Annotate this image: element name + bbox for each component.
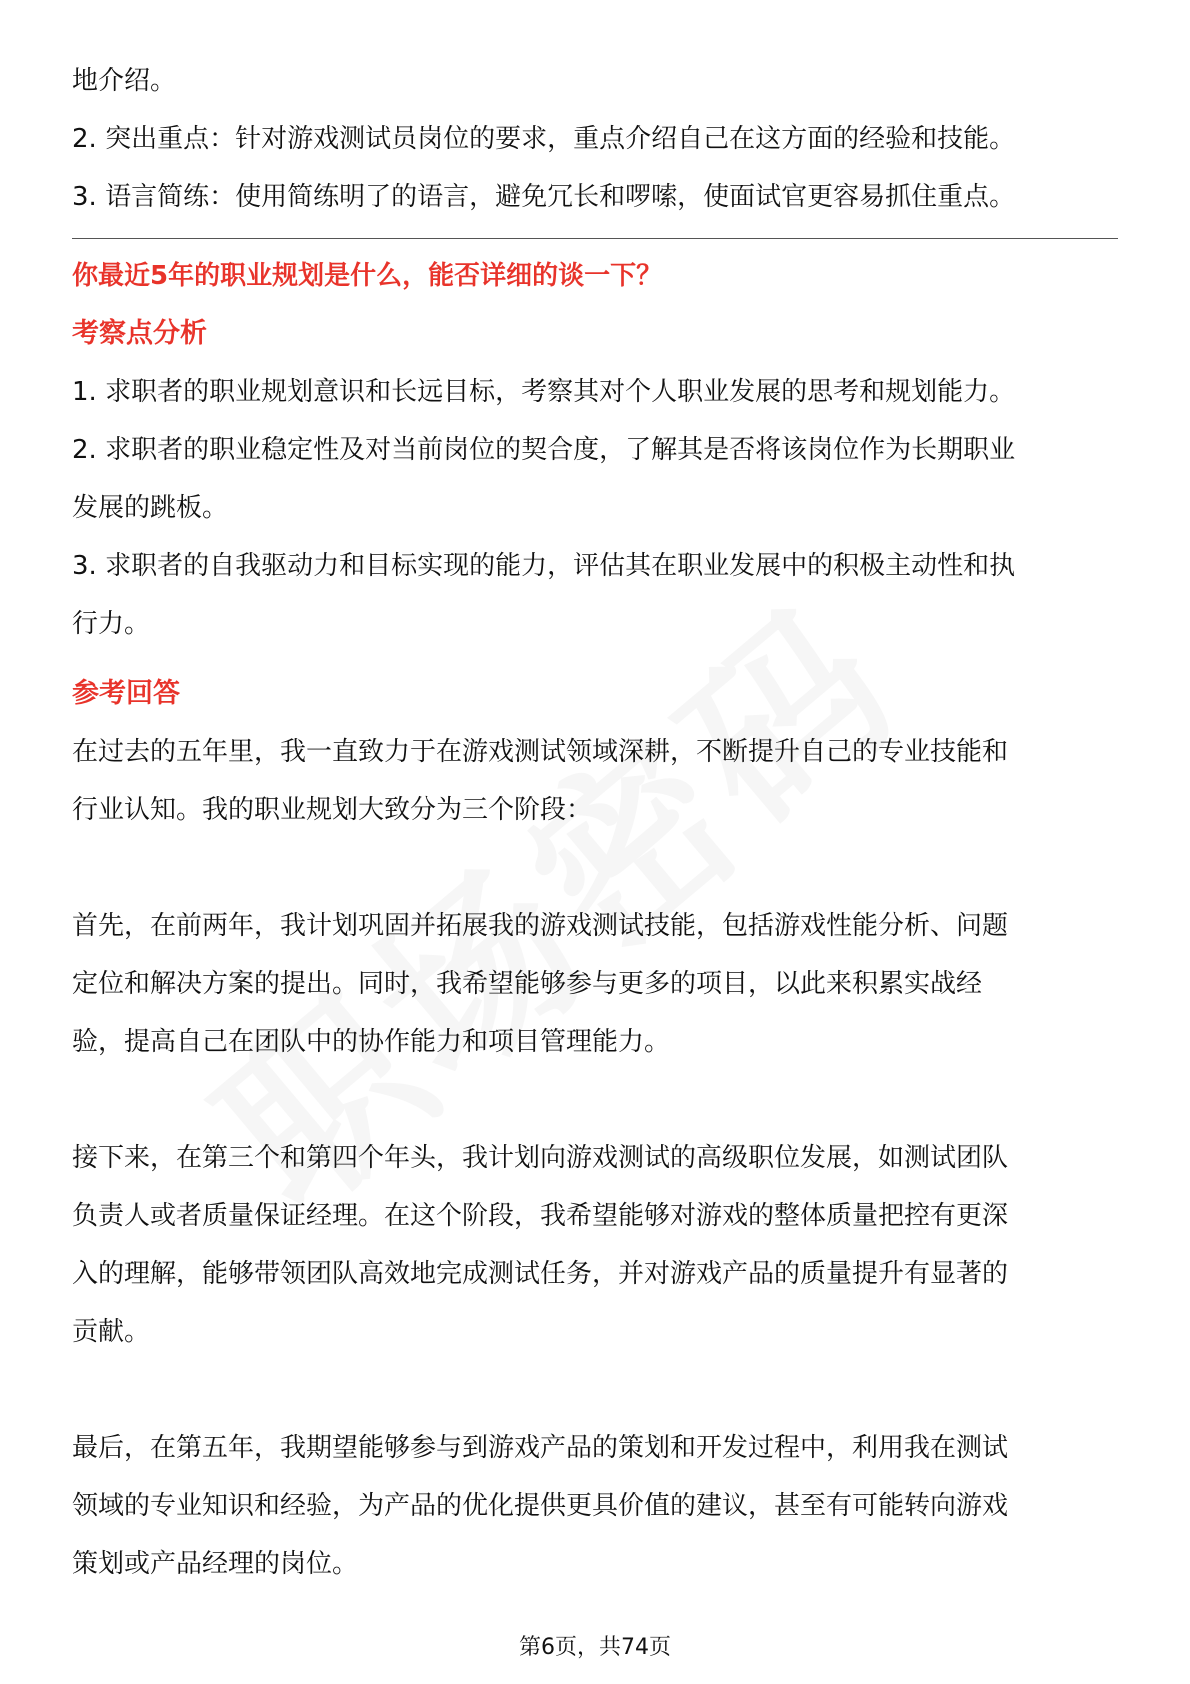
- answer-line: 贡献。: [72, 1317, 151, 1347]
- divider: [72, 238, 1118, 239]
- answer-line: 验，提高自己在团队中的协作能力和项目管理能力。: [72, 1027, 671, 1057]
- analysis-heading: 考察点分析: [72, 318, 207, 349]
- answer-line: 负责人或者质量保证经理。在这个阶段，我希望能够对游戏的整体质量把控有更深: [72, 1201, 1009, 1231]
- answer-line: 领域的专业知识和经验，为产品的优化提供更具价值的建议，甚至有可能转向游戏: [72, 1491, 1009, 1521]
- spacer: [72, 653, 1118, 665]
- answer-line: 入的理解，能够带领团队高效地完成测试任务，并对游戏产品的质量提升有显著的: [72, 1259, 1009, 1289]
- spacer: [72, 1071, 1118, 1129]
- answer-line: 在过去的五年里，我一直致力于在游戏测试领域深耕，不断提升自己的专业技能和: [72, 737, 1009, 767]
- answer-line: 首先，在前两年，我计划巩固并拓展我的游戏测试技能，包括游戏性能分析、问题: [72, 911, 1009, 941]
- answer-line: 行业认知。我的职业规划大致分为三个阶段：: [72, 795, 593, 825]
- page-footer: 第6页，共74页: [519, 1635, 671, 1660]
- answer-line: 定位和解决方案的提出。同时，我希望能够参与更多的项目，以此来积累实战经: [72, 969, 983, 999]
- analysis-line: 行力。: [72, 609, 151, 639]
- answer-line: 策划或产品经理的岗位。: [72, 1549, 359, 1579]
- answer-line: 最后，在第五年，我期望能够参与到游戏产品的策划和开发过程中，利用我在测试: [72, 1433, 1009, 1463]
- analysis-line: 发展的跳板。: [72, 493, 229, 523]
- analysis-line: 1. 求职者的职业规划意识和长远目标，考察其对个人职业发展的思考和规划能力。: [72, 377, 1016, 407]
- analysis-line: 2. 求职者的职业稳定性及对当前岗位的契合度，了解其是否将该岗位作为长期职业: [72, 435, 1016, 465]
- spacer: [72, 1361, 1118, 1419]
- text-line: 2. 突出重点：针对游戏测试员岗位的要求，重点介绍自己在这方面的经验和技能。: [72, 124, 1016, 154]
- document-page: [72, 52, 1118, 1593]
- analysis-line: 3. 求职者的自我驱动力和目标实现的能力，评估其在职业发展中的积极主动性和执: [72, 551, 1016, 581]
- answer-line: 接下来，在第三个和第四个年头，我计划向游戏测试的高级职位发展，如测试团队: [72, 1143, 1009, 1173]
- question-title: 你最近5年的职业规划是什么，能否详细的谈一下？: [72, 261, 663, 291]
- text-line: 3. 语言简练：使用简练明了的语言，避免冗长和啰嗦，使面试官更容易抓住重点。: [72, 182, 1016, 212]
- text-line: 地介绍。: [72, 66, 177, 96]
- answer-heading: 参考回答: [72, 678, 180, 709]
- spacer: [72, 839, 1118, 897]
